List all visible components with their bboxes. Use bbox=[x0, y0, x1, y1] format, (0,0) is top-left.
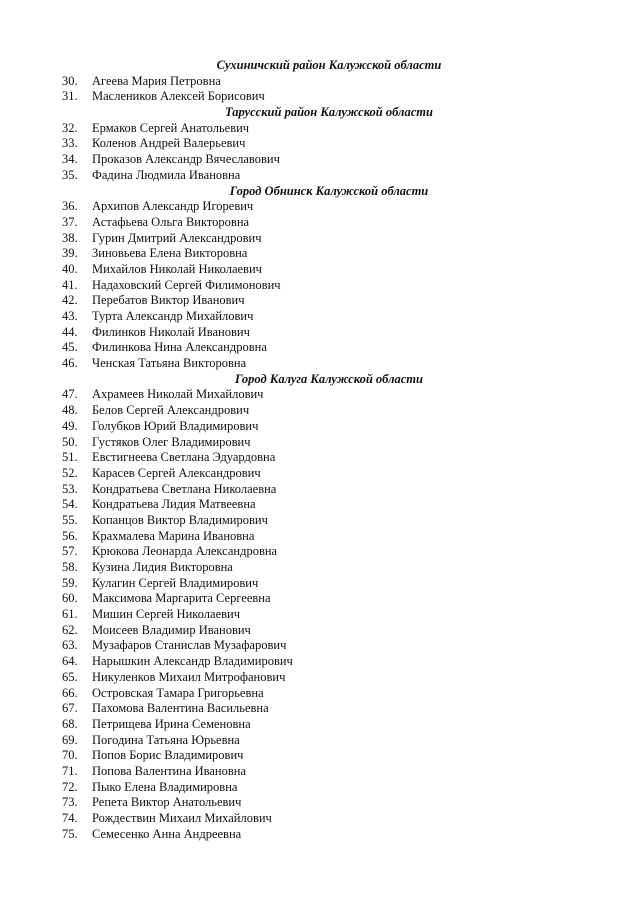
list-item bbox=[0, 231, 640, 247]
list-item bbox=[0, 591, 640, 607]
item-name: Моисеев Владимир Иванович bbox=[92, 622, 251, 637]
list-item bbox=[0, 544, 640, 560]
list-item bbox=[0, 748, 640, 764]
item-number: 32. bbox=[62, 120, 78, 135]
list-item bbox=[0, 340, 640, 356]
item-name: Крахмалева Марина Ивановна bbox=[92, 528, 255, 543]
item-number: 74. bbox=[62, 811, 78, 825]
list-item bbox=[0, 638, 640, 654]
item-number: 59. bbox=[62, 575, 78, 590]
item-name: Рождествин Михаил Михайлович bbox=[92, 811, 272, 825]
document-page bbox=[0, 58, 640, 842]
item-number: 58. bbox=[62, 560, 78, 574]
item-number: 53. bbox=[62, 481, 78, 496]
item-name: Крюкова Леонарда Александровна bbox=[92, 544, 278, 559]
item-name: Архипов Александр Игоревич bbox=[92, 199, 254, 214]
list-item bbox=[0, 152, 640, 168]
list-item bbox=[0, 309, 640, 325]
section-obninsk bbox=[0, 184, 640, 372]
item-number: 67. bbox=[62, 701, 78, 716]
item-number: 49. bbox=[62, 418, 78, 433]
item-name: Агеева Мария Петровна bbox=[92, 73, 221, 88]
list-item bbox=[0, 168, 640, 184]
item-number: 55. bbox=[62, 512, 78, 527]
item-number: 56. bbox=[62, 528, 78, 543]
item-number: 69. bbox=[62, 732, 78, 747]
item-number: 71. bbox=[62, 763, 78, 778]
list-item bbox=[0, 654, 640, 670]
item-number: 37. bbox=[62, 214, 78, 229]
list-item bbox=[0, 387, 640, 403]
list-item bbox=[0, 278, 640, 294]
list-item bbox=[0, 136, 640, 152]
list-item bbox=[0, 215, 640, 231]
item-name: Пахомова Валентина Васильевна bbox=[92, 701, 269, 716]
item-name: Фадина Людмила Ивановна bbox=[92, 167, 241, 182]
item-number: 61. bbox=[62, 607, 78, 622]
item-name: Петрищева Ирина Семеновна bbox=[92, 716, 251, 731]
item-name: Кузина Лидия Викторовна bbox=[92, 560, 233, 574]
item-number: 35. bbox=[62, 167, 78, 182]
item-name: Густяков Олег Владимирович bbox=[92, 434, 251, 449]
list-item bbox=[0, 325, 640, 341]
item-number: 72. bbox=[62, 779, 78, 794]
list-item bbox=[0, 403, 640, 419]
list-item bbox=[0, 717, 640, 733]
list-item bbox=[0, 701, 640, 717]
item-number: 73. bbox=[62, 795, 78, 810]
item-number: 65. bbox=[62, 669, 78, 684]
list-item bbox=[0, 513, 640, 529]
item-name: Кулагин Сергей Владимирович bbox=[92, 575, 259, 590]
item-name: Попова Валентина Ивановна bbox=[92, 763, 247, 778]
item-name: Кондратьева Лидия Матвеевна bbox=[92, 497, 256, 512]
list-item bbox=[0, 74, 640, 90]
item-name: Зиновьева Елена Викторовна bbox=[92, 246, 248, 261]
item-name: Ченская Татьяна Викторовна bbox=[92, 356, 247, 371]
item-number: 47. bbox=[62, 387, 78, 402]
item-name: Репета Виктор Анатольевич bbox=[92, 795, 242, 810]
item-name: Коленов Андрей Валерьевич bbox=[92, 136, 246, 151]
list-item bbox=[0, 780, 640, 796]
item-name: Никуленков Михаил Митрофанович bbox=[92, 669, 286, 684]
list-item bbox=[0, 482, 640, 498]
list-item bbox=[0, 529, 640, 545]
section-heading: Сухиничский район Калужской области bbox=[216, 58, 442, 72]
item-name: Маслеников Алексей Борисович bbox=[92, 89, 265, 104]
item-name: Мишин Сергей Николаевич bbox=[92, 607, 240, 622]
item-name: Проказов Александр Вячеславович bbox=[92, 152, 280, 167]
section-sukhinichi bbox=[0, 58, 640, 105]
list-item bbox=[0, 246, 640, 262]
item-name: Евстигнеева Светлана Эдуардовна bbox=[92, 450, 276, 465]
item-name: Перебатов Виктор Иванович bbox=[92, 293, 245, 308]
list-item bbox=[0, 450, 640, 466]
item-name: Кондратьева Светлана Николаевна bbox=[92, 481, 277, 496]
item-name: Михайлов Николай Николаевич bbox=[92, 261, 262, 276]
list-item bbox=[0, 356, 640, 372]
list-item bbox=[0, 560, 640, 576]
item-name: Копанцов Виктор Владимирович bbox=[92, 512, 268, 527]
item-number: 38. bbox=[62, 230, 78, 245]
list-item bbox=[0, 497, 640, 513]
item-number: 44. bbox=[62, 324, 78, 339]
item-number: 42. bbox=[62, 293, 78, 308]
section-heading: Город Обнинск Калужской области bbox=[229, 183, 429, 198]
item-number: 31. bbox=[62, 89, 78, 104]
item-name: Карасев Сергей Александрович bbox=[92, 465, 261, 480]
list-item bbox=[0, 686, 640, 702]
item-number: 40. bbox=[62, 261, 78, 276]
item-name: Ермаков Сергей Анатольевич bbox=[92, 120, 250, 135]
list-item bbox=[0, 435, 640, 451]
item-name: Гурин Дмитрий Александрович bbox=[92, 230, 262, 245]
list-item bbox=[0, 764, 640, 780]
item-number: 75. bbox=[62, 826, 78, 841]
list-item bbox=[0, 576, 640, 592]
item-name: Погодина Татьяна Юрьевна bbox=[92, 732, 240, 747]
item-number: 51. bbox=[62, 450, 78, 465]
item-number: 64. bbox=[62, 654, 78, 669]
list-item bbox=[0, 795, 640, 811]
list-item bbox=[0, 827, 640, 843]
item-name: Филинкова Нина Александровна bbox=[92, 340, 267, 355]
item-number: 36. bbox=[62, 199, 78, 214]
item-number: 62. bbox=[62, 622, 78, 637]
item-name: Голубков Юрий Владимирович bbox=[92, 418, 259, 433]
item-number: 50. bbox=[62, 434, 78, 449]
item-name: Пыко Елена Владимировна bbox=[92, 779, 238, 794]
item-number: 34. bbox=[62, 152, 78, 167]
item-number: 52. bbox=[62, 465, 78, 480]
list-item bbox=[0, 811, 640, 827]
section-heading: Тарусский район Калужской области bbox=[225, 105, 433, 120]
list-item bbox=[0, 623, 640, 639]
item-name: Надаховский Сергей Филимонович bbox=[92, 277, 281, 292]
list-item bbox=[0, 670, 640, 686]
list-item bbox=[0, 199, 640, 215]
item-name: Астафьева Ольга Викторовна bbox=[92, 214, 250, 229]
item-number: 33. bbox=[62, 136, 78, 151]
item-number: 57. bbox=[62, 544, 78, 559]
item-name: Турта Александр Михайлович bbox=[92, 309, 254, 323]
list-item bbox=[0, 607, 640, 623]
list-item bbox=[0, 262, 640, 278]
item-number: 43. bbox=[62, 309, 78, 323]
item-number: 66. bbox=[62, 685, 78, 700]
list-item bbox=[0, 89, 640, 105]
item-number: 45. bbox=[62, 340, 78, 355]
list-item bbox=[0, 466, 640, 482]
item-name: Филинков Николай Иванович bbox=[92, 324, 250, 339]
item-name: Семесенко Анна Андреевна bbox=[92, 826, 242, 841]
item-name: Ахрамеев Николай Михайлович bbox=[92, 387, 264, 402]
list-item bbox=[0, 733, 640, 749]
item-number: 41. bbox=[62, 277, 78, 292]
section-heading: Город Калуга Калужской области bbox=[235, 371, 423, 386]
item-name: Белов Сергей Александрович bbox=[92, 403, 250, 418]
list-item bbox=[0, 419, 640, 435]
item-number: 54. bbox=[62, 497, 78, 512]
item-name: Попов Борис Владимирович bbox=[92, 748, 244, 763]
item-number: 46. bbox=[62, 356, 78, 371]
section-tarusa bbox=[0, 105, 640, 183]
section-kaluga bbox=[0, 372, 640, 843]
item-name: Музафаров Станислав Музафарович bbox=[92, 638, 287, 653]
item-number: 60. bbox=[62, 591, 78, 606]
item-number: 30. bbox=[62, 73, 78, 88]
item-name: Островская Тамара Григорьевна bbox=[92, 685, 264, 700]
list-item bbox=[0, 121, 640, 137]
item-number: 48. bbox=[62, 403, 78, 418]
item-name: Максимова Маргарита Сергеевна bbox=[92, 591, 271, 606]
item-name: Нарышкин Александр Владимирович bbox=[92, 654, 293, 669]
item-number: 70. bbox=[62, 748, 78, 763]
list-item bbox=[0, 293, 640, 309]
item-number: 63. bbox=[62, 638, 78, 653]
item-number: 39. bbox=[62, 246, 78, 261]
item-number: 68. bbox=[62, 716, 78, 731]
